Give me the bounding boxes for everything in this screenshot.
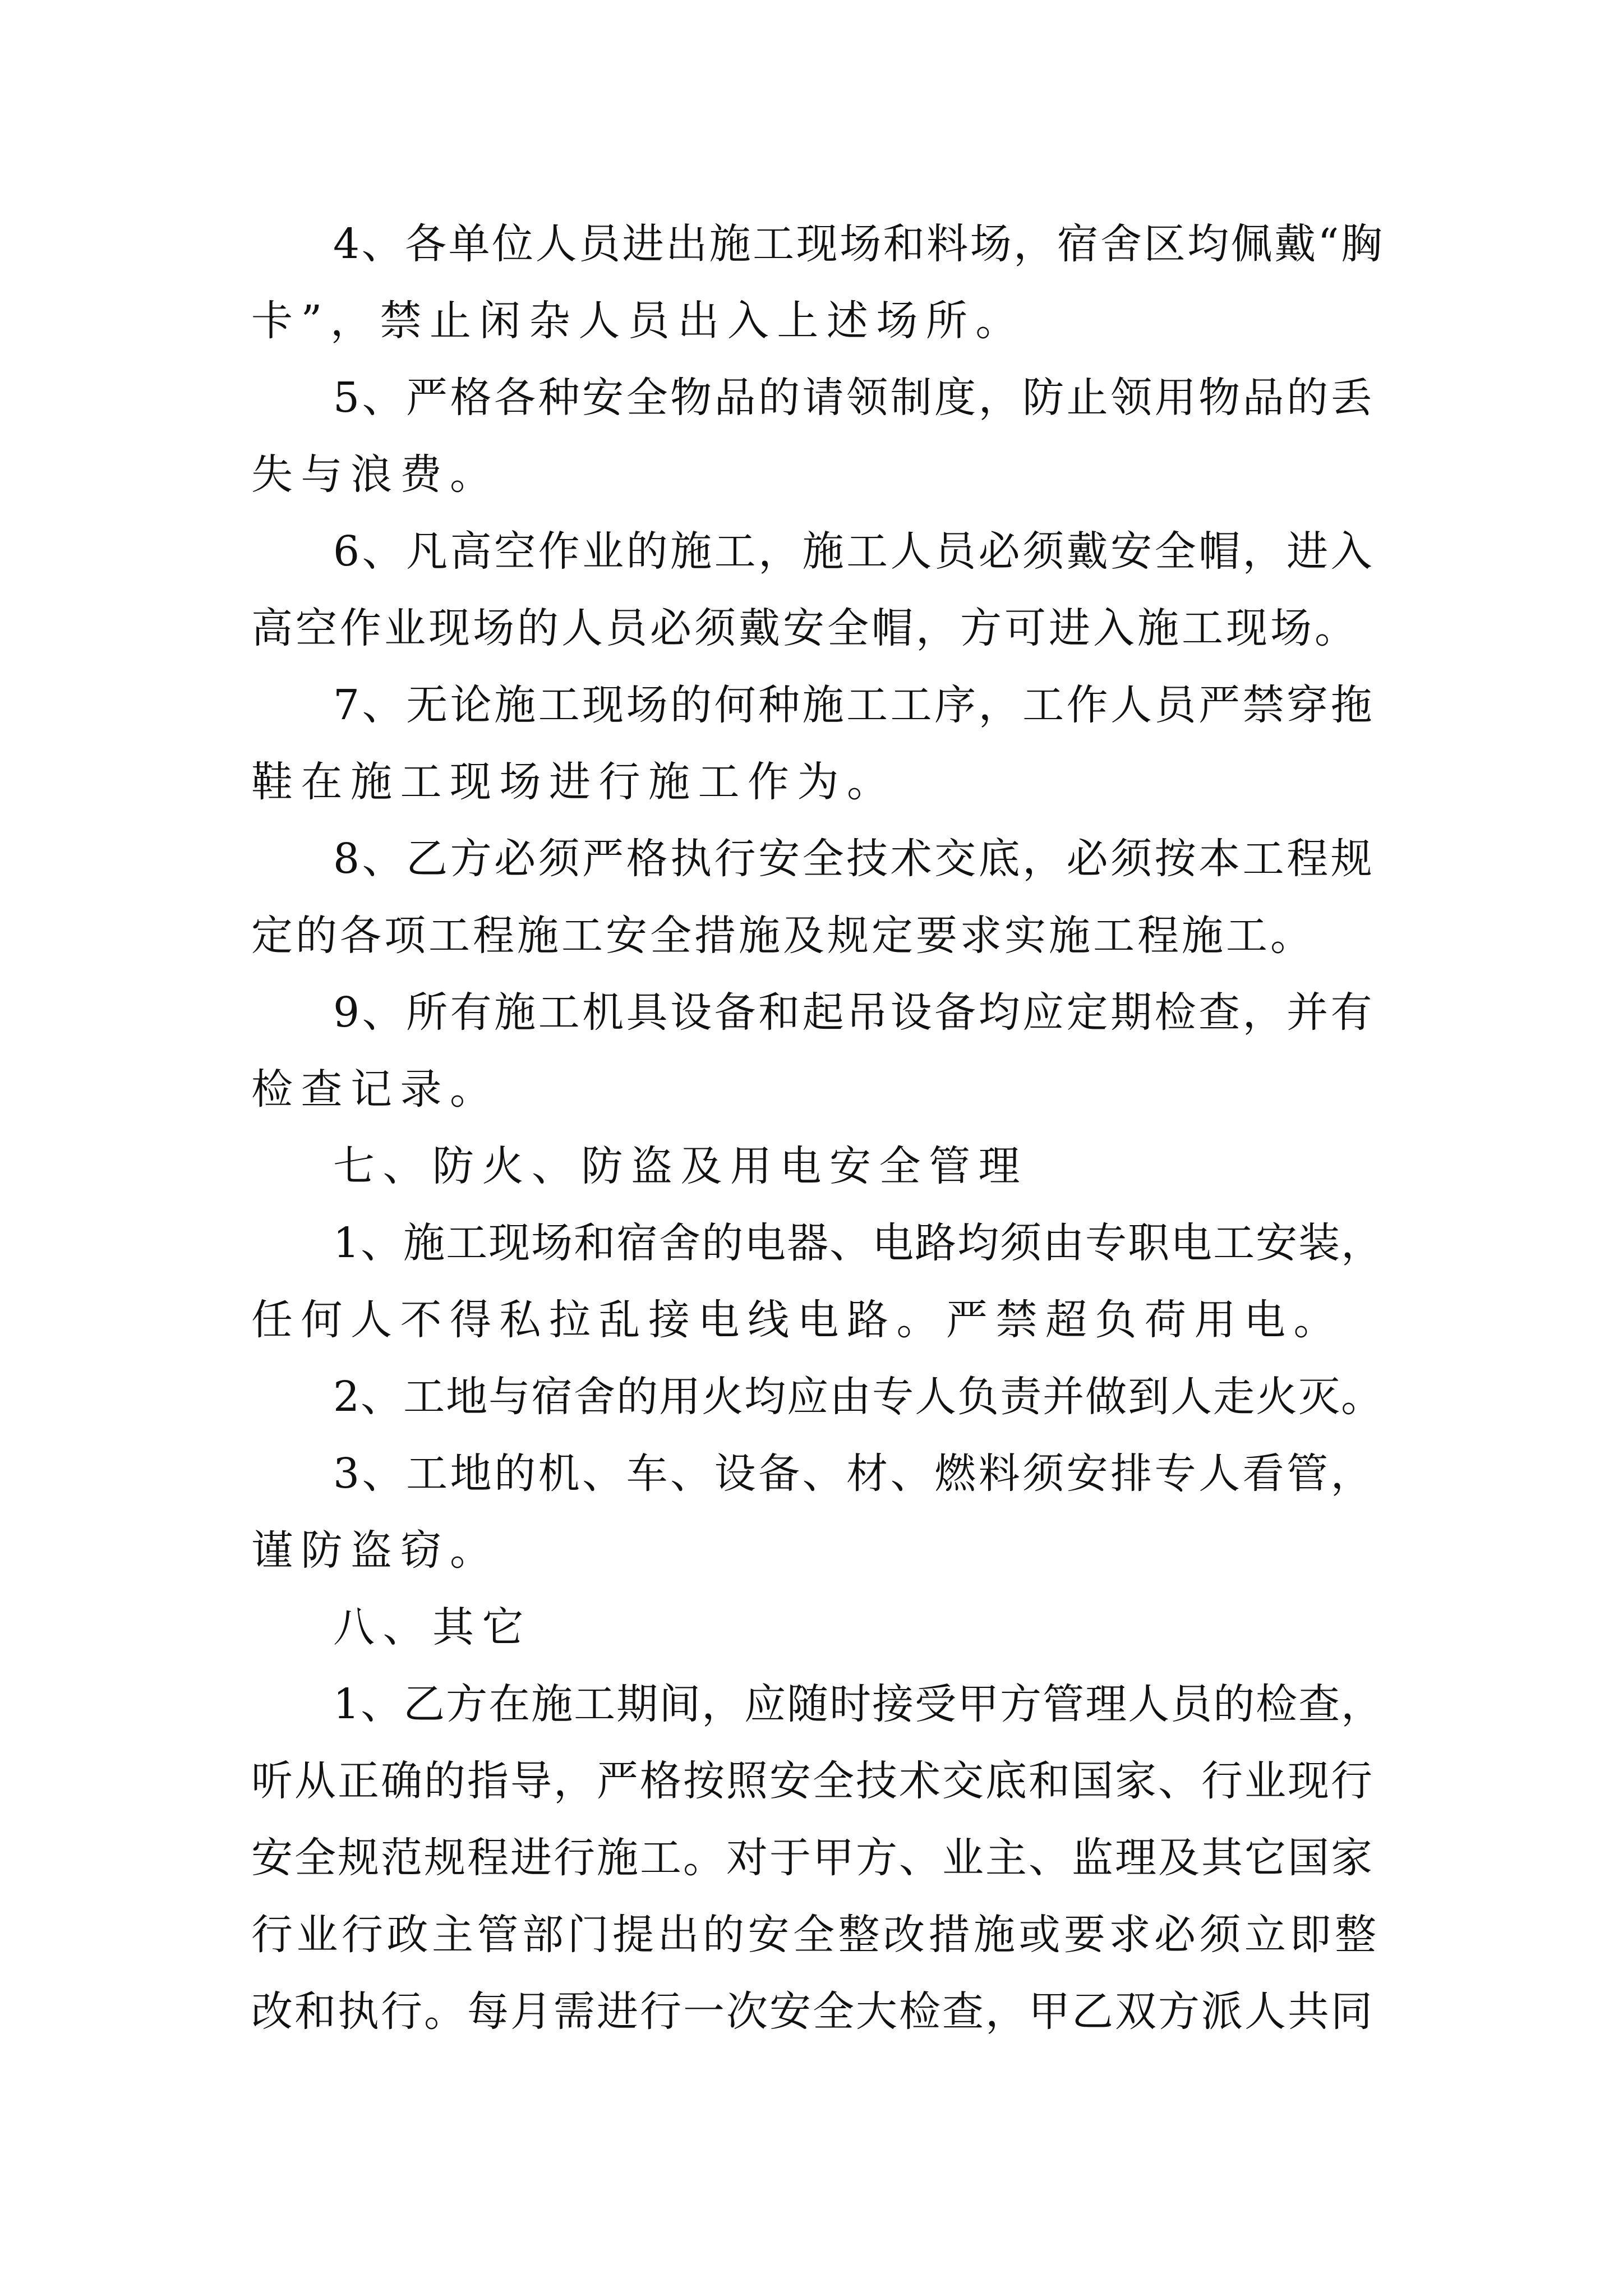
text-line: 3、工地的机、车、设备、材、燃料须安排专人看管， <box>333 1450 1375 1498</box>
text-line: 改和执行。每月需进行一次安全大检查，甲乙双方派人共同 <box>251 1987 1374 2036</box>
text-line: 定的各项工程施工安全措施及规定要求实施工程施工。 <box>251 912 1315 960</box>
text-line: 2、工地与宿舍的用火均应由专人负责并做到人走火灭。 <box>333 1373 1384 1421</box>
text-line: 8、乙方必须严格执行安全技术交底，必须按本工程规 <box>333 835 1375 883</box>
text-line: 4、各单位人员进出施工现场和料场，宿舍区均佩戴“胸 <box>333 220 1385 268</box>
text-line: 鞋在施工现场进行施工作为。 <box>251 758 897 806</box>
section-heading: 八、其它 <box>333 1603 532 1651</box>
text-line: 谨防盗窃。 <box>251 1526 500 1575</box>
text-line: 听从正确的指导，严格按照安全技术交底和国家、行业现行 <box>251 1757 1374 1805</box>
text-line: 9、所有施工机具设备和起吊设备均应定期检查，并有 <box>333 988 1375 1037</box>
text-line: 行业行政主管部门提出的安全整改措施或要求必须立即整 <box>251 1911 1380 1959</box>
text-line: 1、乙方在施工期间，应随时接受甲方管理人员的检查， <box>333 1680 1384 1728</box>
text-line: 高空作业现场的人员必须戴安全帽，方可进入施工现场。 <box>251 604 1359 652</box>
text-line: 5、严格各种安全物品的请领制度，防止领用物品的丢 <box>333 374 1375 422</box>
text-line: 安全规范规程进行施工。对于甲方、业主、监理及其它国家 <box>251 1834 1374 1882</box>
text-line: 失与浪费。 <box>251 450 500 499</box>
text-line: 检查记录。 <box>251 1065 500 1114</box>
text-line: 6、凡高空作业的施工，施工人员必须戴安全帽，进入 <box>333 527 1375 576</box>
text-line: 1、施工现场和宿舍的电器、电路均须由专职电工安装， <box>333 1219 1384 1267</box>
text-line: 卡”，禁止闲杂人员出入上述场所。 <box>251 297 1025 345</box>
section-heading: 七、防火、防盗及用电安全管理 <box>333 1142 1028 1190</box>
text-line: 7、无论施工现场的何种施工工序，工作人员严禁穿拖 <box>333 681 1375 729</box>
text-line: 任何人不得私拉乱接电线电路。严禁超负荷用电。 <box>251 1296 1343 1344</box>
